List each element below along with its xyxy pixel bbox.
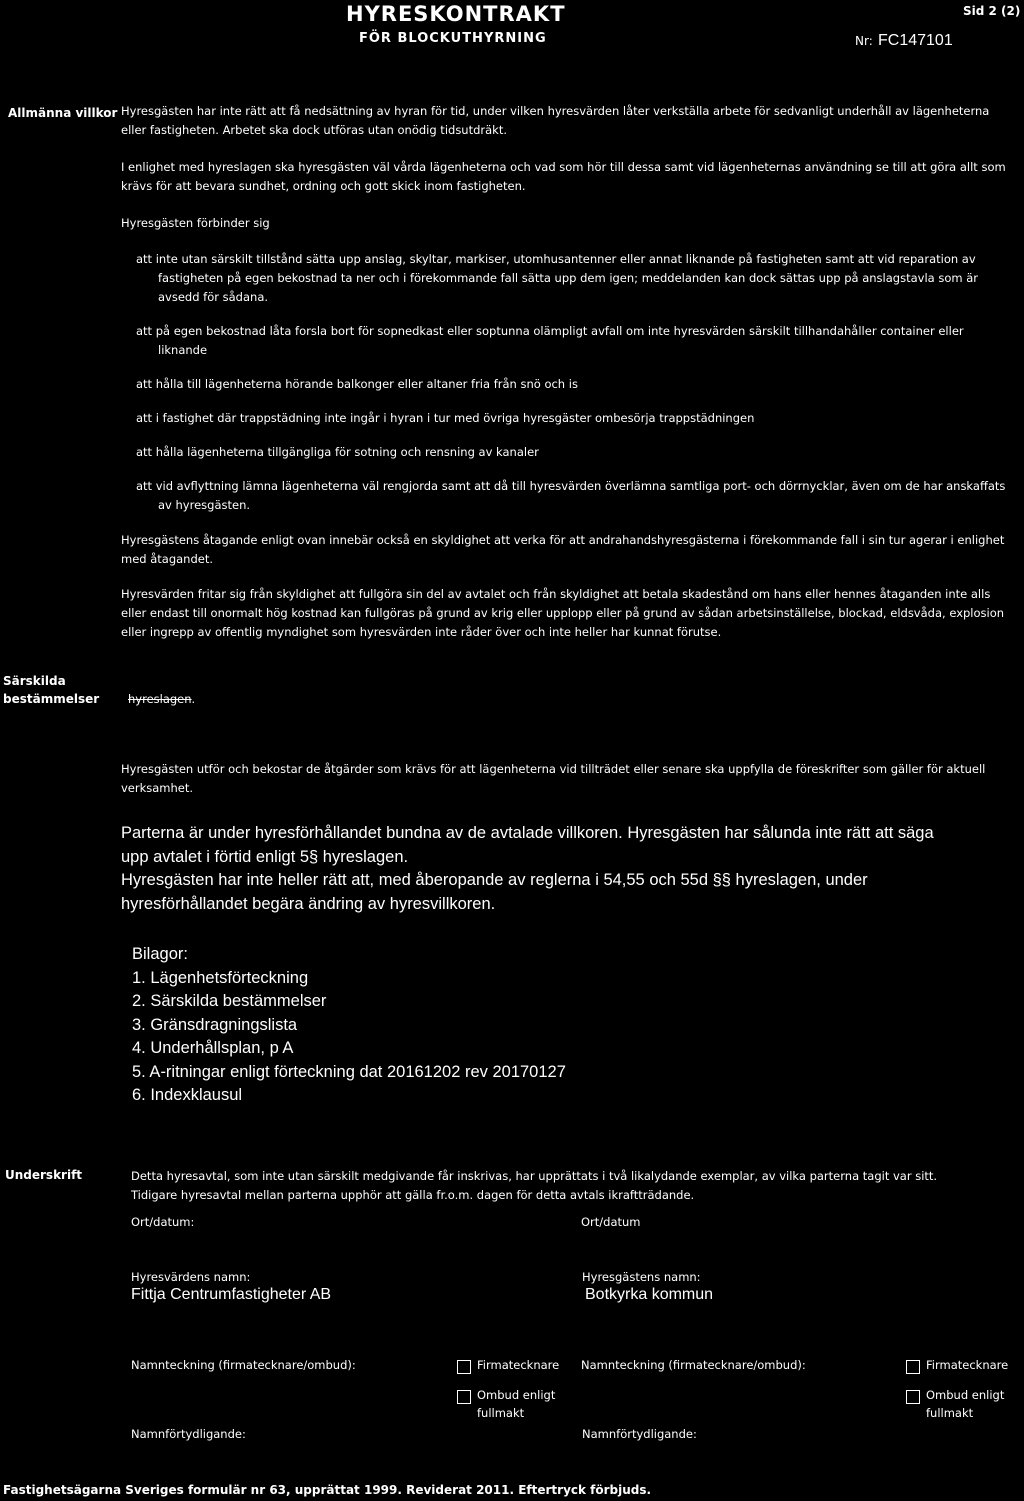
landlord-signature-label: Namnteckning (firmatecknare/ombud): — [131, 1358, 356, 1372]
signature-intro: Detta hyresavtal, som inte utan särskilt medgivande får inskrivas, har upprättats i två likalydande exemplar, av vilka parterna tagit var sitt. Tidigare hyresavtal mellan parterna upphör att gälla fr.o.m. dagen för detta avtals ikraftträdande. — [131, 1169, 938, 1202]
list-item: 4. Underhållsplan, p A — [132, 1039, 294, 1057]
bilagor-title: Bilagor: — [132, 945, 188, 963]
section-label-sarskilda-bestammelser: Särskilda bestämmelser — [3, 674, 100, 706]
paragraph: I enlighet med hyreslagen ska hyresgästen väl vårda lägenheterna och vad som hör till dessa samt vid lägenheternas användning se till att göra allt som krävs för att bevara sundhet, ordning och gott skick inom fastigheten. — [121, 160, 1006, 193]
tenant-signature-label: Namnteckning (firmatecknare/ombud): — [581, 1358, 806, 1372]
list-item: 3. Gränsdragningslista — [132, 1015, 298, 1034]
bilagor-list — [132, 943, 1012, 1108]
ort-datum-label-tenant: Ort/datum — [581, 1215, 641, 1229]
list-item: 6. Indexklausul — [132, 1086, 243, 1104]
firmatecknare-label: Firmatecknare — [926, 1358, 1009, 1372]
paragraph: Hyresgästen utför och bekostar de åtgärder som krävs för att lägenheterna vid tillträdet eller senare ska uppfylla de föreskrifter som gäller för aktuell verksamhet. — [121, 762, 986, 795]
section-label-underskrift: Underskrift — [5, 1168, 83, 1182]
section-label-allmanna-villkor: Allmänna villkor — [8, 106, 118, 120]
landlord-name-label: Hyresvärdens namn: — [131, 1270, 251, 1284]
firmatecknare-checkbox-landlord[interactable] — [457, 1360, 471, 1374]
tenant-name: Botkyrka kommun — [585, 1286, 714, 1303]
struck-text: hyreslagen. — [128, 692, 196, 706]
firmatecknare-label: Firmatecknare — [477, 1358, 560, 1372]
tenant-clarification-label: Namnförtydligande: — [582, 1427, 697, 1441]
att-item: att vid avflyttning lämna lägenheterna väl rengjorda samt att då till hyresvärden överlämna samtliga port- och dörrnycklar, även om de har anskaffats av hyresgästen. — [136, 479, 1006, 512]
typed-conditions: Parterna är under hyresförhållandet bundna av de avtalade villkoren. Hyresgästen har sålunda inte rätt att säga upp avtalet i förtid enligt 5§ hyreslagen. Hyresgästen har inte heller rätt att, med åberopande av reglerna i 54,55 och 55d §§ hyreslagen, under hyresförhållandet begära ändring av hyresvillkoren. — [121, 824, 934, 913]
att-item: att på egen bekostnad låta forsla bort för sopnedkast eller soptunna olämpligt avfall om inte hyresvärden särskilt tillhandahåller container eller liknande — [136, 324, 964, 357]
att-item: att i fastighet där trappstädning inte ingår i hyran i tur med övriga hyresgäster ombesörja trappstädningen — [136, 411, 755, 425]
ombud-checkbox-landlord[interactable] — [457, 1390, 471, 1404]
landlord-name: Fittja Centrumfastigheter AB — [131, 1286, 332, 1303]
contract-number-label: Nr: — [855, 34, 873, 48]
list-item: 5. A-ritningar enligt förteckning dat 20161202 rev 20170127 — [132, 1062, 566, 1081]
form-footer: Fastighetsägarna Sveriges formulär nr 63, upprättat 1999. Reviderat 2011. Eftertryck förbjuds. — [3, 1483, 652, 1497]
att-item: att inte utan särskilt tillstånd sätta upp anslag, skyltar, markiser, utomhusantenner eller annat liknande på fastigheten samt att vid reparation av fastigheten på egen bekostnad ta ner och i förekommande fall sätta upp dem igen; meddelanden kan dock sättas upp på anslagstavla som är avsedd för sådana. — [136, 252, 979, 304]
section-allmanna-villkor — [121, 102, 1009, 642]
ort-datum-label-landlord: Ort/datum: — [131, 1215, 195, 1229]
att-list — [136, 250, 1009, 515]
tenant-name-label: Hyresgästens namn: — [582, 1270, 701, 1284]
contract-number: FC147101 — [878, 32, 953, 49]
document-subtitle: FÖR BLOCKUTHYRNING — [359, 31, 547, 46]
att-item: att hålla lägenheterna tillgängliga för sotning och rensning av kanaler — [136, 445, 539, 459]
list-item: 1. Lägenhetsförteckning — [132, 968, 309, 987]
ombud-label: Ombud enligt fullmakt — [477, 1388, 556, 1420]
paragraph: Hyresvärden fritar sig från skyldighet att fullgöra sin del av avtalet och från skyldighet att betala skadestånd om hans eller hennes åtaganden inte alls eller endast till onormalt hög kostnad kan fullgöras på grund av krig eller upplopp eller på grund av sådan arbetsinställelse, blockad, eldsvåda, explosion eller ingrepp av offentlig myndighet som hyresvärden inte råder över och inte heller har kunnat förutse. — [121, 587, 1005, 639]
paragraph: Hyresgästen har inte rätt att få nedsättning av hyran för tid, under vilken hyresvärden låter verkställa arbete för sedvanligt underhåll av lägenheterna eller fastigheten. Arbetet ska dock utföras utan onödig tidsutdräkt. — [121, 104, 990, 137]
document-title: HYRESKONTRAKT — [346, 2, 566, 26]
paragraph: Hyresgästen förbinder sig — [121, 216, 270, 230]
landlord-clarification-label: Namnförtydligande: — [131, 1427, 246, 1441]
paragraph: Hyresgästens åtagande enligt ovan innebär också en skyldighet att verka för att andrahandshyresgästerna i förekommande fall i sin tur agerar i enlighet med åtagandet. — [121, 533, 1005, 566]
att-item: att hålla till lägenheterna hörande balkonger eller altaner fria från snö och is — [136, 377, 578, 391]
page-number: Sid 2 (2) — [963, 4, 1021, 18]
firmatecknare-checkbox-tenant[interactable] — [906, 1360, 920, 1374]
ombud-label: Ombud enligt fullmakt — [926, 1388, 1005, 1420]
ombud-checkbox-tenant[interactable] — [906, 1390, 920, 1404]
list-item: 2. Särskilda bestämmelser — [132, 992, 327, 1010]
